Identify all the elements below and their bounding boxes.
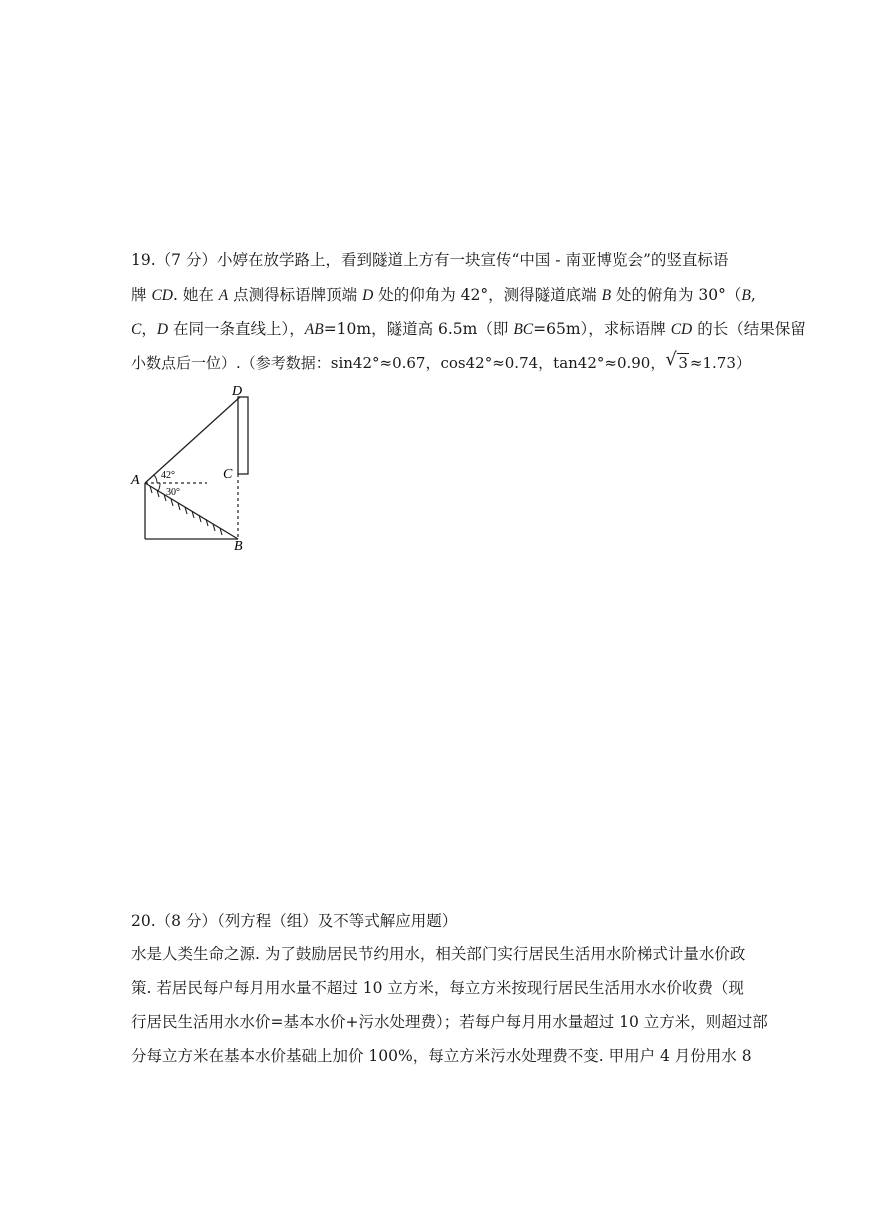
q19-math: CD — [670, 321, 693, 338]
q19-text: 牌 — [131, 286, 152, 304]
radicand: 3 — [678, 354, 688, 372]
q19-text: ≈1.73） — [689, 354, 751, 372]
sign-board — [238, 397, 248, 474]
radical-sign-icon: √ — [665, 349, 677, 370]
q19-text: ， — [141, 320, 157, 338]
q19-math: B — [741, 287, 751, 304]
q19-math: D — [156, 321, 169, 338]
angle-label-30: 30° — [166, 487, 180, 498]
q19-text: 点测得标语牌顶端 — [228, 286, 363, 304]
line-AB — [145, 483, 238, 539]
q20-line-3: 策. 若居民每户每月用水量不超过 10 立方米，每立方米按现行居民生活用水水价收费（现 — [131, 979, 744, 997]
q19-math: AB — [304, 321, 324, 338]
q19-text: 处的俯角为 30°（ — [611, 286, 742, 304]
q19-text: 处的仰角为 42°，测得隧道底端 — [373, 286, 602, 304]
q20-line-5: 分每立方米在基本水价基础上加价 100%，每立方米污水处理费不变. 甲用户 4 月份用水 8 — [131, 1047, 752, 1065]
q20-line-4: 行居民生活用水水价=基本水价+污水处理费）；若每户每月用水量超过 10 立方米，则超过部 — [131, 1013, 768, 1031]
slope-hatching — [150, 486, 222, 535]
q19-text: , — [750, 286, 756, 304]
q20-line-2: 水是人类生命之源. 为了鼓励居民节约用水，相关部门实行居民生活用水阶梯式计量水价政 — [131, 945, 746, 963]
label-A: A — [131, 473, 140, 488]
q19-math: C — [131, 321, 142, 338]
q19-line-1: 19.（7 分）小婷在放学路上，看到隧道上方有一块宣传“中国 - 南亚博览会”的竖直标语 — [131, 251, 729, 269]
q19-text: 的长（结果保留 — [692, 320, 806, 338]
q19-math: BC — [513, 321, 534, 338]
q19-text: 小数点后一位）.（参考数据：sin42°≈0.67，cos42°≈0.74，tan42°≈0.90， — [131, 354, 666, 372]
angle-arc-30 — [158, 483, 160, 491]
label-B: B — [234, 539, 243, 554]
q19-math: CD — [151, 287, 173, 304]
angle-arc-42 — [154, 475, 157, 483]
q19-text: =10m，隧道高 6.5m（即 — [323, 320, 514, 338]
q19-text: . 她在 — [172, 286, 219, 304]
label-D: D — [232, 384, 243, 399]
q19-text: =65m），求标语牌 — [533, 320, 671, 338]
angle-label-42: 42° — [161, 470, 175, 481]
q19-math: D — [362, 287, 374, 304]
q20-line-1: 20.（8 分）（列方程（组）及不等式解应用题） — [131, 912, 458, 930]
label-C: C — [223, 467, 233, 482]
q19-math: A — [218, 287, 229, 304]
q19-math: B — [601, 287, 612, 304]
q19-text: 在同一条直线上）， — [168, 320, 305, 338]
